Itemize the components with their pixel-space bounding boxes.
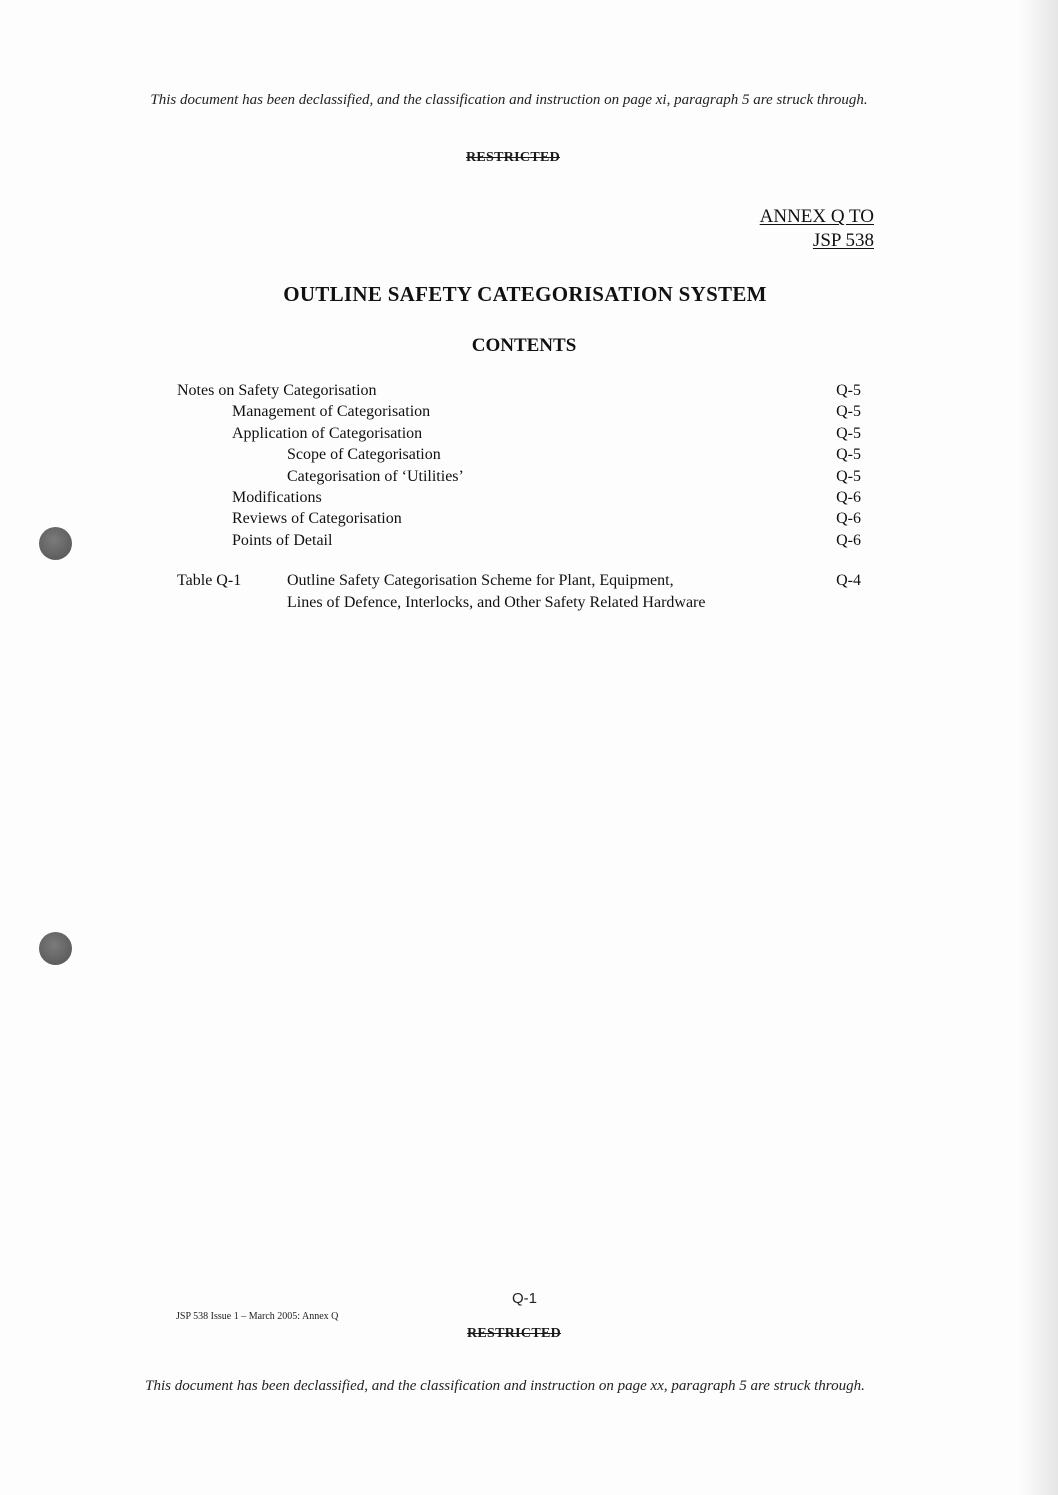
toc-entry-page: Q-5 bbox=[836, 467, 861, 485]
toc-entry-page: Q-5 bbox=[836, 424, 861, 442]
toc-entry bbox=[177, 508, 867, 529]
toc-entry-label: Notes on Safety Categorisation bbox=[177, 382, 377, 399]
toc-entry-label: Points of Detail bbox=[232, 531, 333, 549]
toc-entry-label: Application of Categorisation bbox=[232, 424, 423, 442]
toc-entry bbox=[177, 380, 867, 401]
toc-entry bbox=[177, 444, 867, 465]
declassification-notice-top: This document has been declassified, and the classification and instruction on page xi, paragraph 5 are struck through. bbox=[150, 92, 868, 108]
table-entry-description bbox=[287, 570, 787, 614]
toc-entry-page: Q-5 bbox=[836, 382, 861, 399]
table-entry-label: Table Q-1 bbox=[177, 572, 242, 589]
toc-entry bbox=[177, 401, 867, 422]
annex-document-line: JSP 538 bbox=[812, 230, 874, 251]
annex-reference bbox=[760, 205, 874, 253]
restricted-marking-top: RESTRICTED bbox=[466, 150, 561, 165]
toc-entry-label: Management of Categorisation bbox=[232, 403, 431, 421]
toc-entry bbox=[177, 466, 867, 487]
page-number: Q-1 bbox=[512, 1290, 538, 1307]
footer-document-reference: JSP 538 Issue 1 – March 2005: Annex Q bbox=[176, 1311, 339, 1322]
document-title: OUTLINE SAFETY CATEGORISATION SYSTEM bbox=[283, 282, 767, 306]
toc-entry-page: Q-5 bbox=[836, 403, 861, 421]
punch-hole bbox=[39, 932, 72, 965]
contents-heading: CONTENTS bbox=[471, 335, 577, 356]
toc-entry-label: Modifications bbox=[232, 488, 322, 506]
table-of-contents bbox=[177, 380, 867, 551]
toc-entry-label: Categorisation of ‘Utilities’ bbox=[287, 467, 464, 485]
toc-entry-page: Q-6 bbox=[836, 510, 861, 528]
restricted-marking-bottom: RESTRICTED bbox=[467, 1326, 562, 1341]
toc-entry bbox=[177, 487, 867, 508]
toc-entry-label: Reviews of Categorisation bbox=[232, 510, 402, 528]
toc-entry-page: Q-6 bbox=[836, 488, 861, 506]
punch-hole bbox=[39, 527, 72, 560]
annex-line: ANNEX Q TO bbox=[759, 206, 874, 227]
table-entry-page: Q-4 bbox=[836, 572, 861, 589]
toc-entry-page: Q-6 bbox=[836, 531, 861, 549]
scan-page-edge bbox=[1018, 0, 1058, 1495]
table-entry-description-line: Lines of Defence, Interlocks, and Other Safety Related Hardware bbox=[287, 594, 706, 611]
toc-entry-page: Q-5 bbox=[836, 446, 861, 464]
toc-entry-label: Scope of Categorisation bbox=[287, 446, 441, 464]
table-entry-description-line: Outline Safety Categorisation Scheme for Plant, Equipment, bbox=[287, 572, 674, 589]
toc-entry bbox=[177, 530, 867, 551]
declassification-notice-bottom: This document has been declassified, and the classification and instruction on page xx, paragraph 5 are struck through. bbox=[145, 1378, 865, 1394]
toc-entry bbox=[177, 423, 867, 444]
